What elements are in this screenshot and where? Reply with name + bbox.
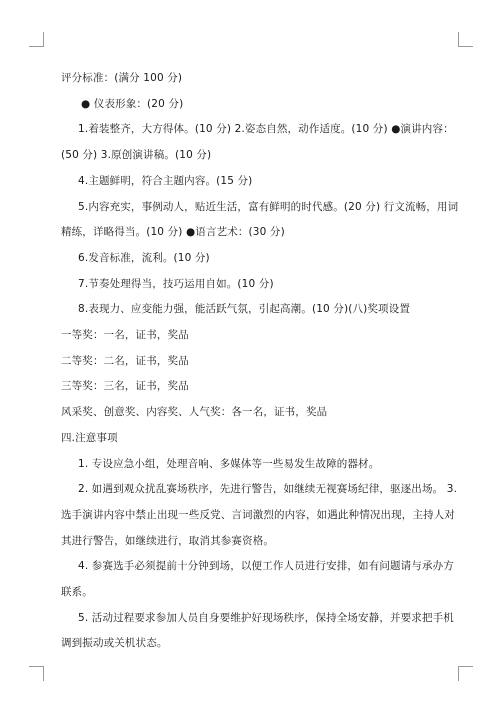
crop-mark-bottom-right bbox=[458, 666, 473, 681]
criteria-line: 4.主题鲜明，符合主题内容。(15 分) bbox=[78, 174, 253, 187]
criteria-line: 精练，详略得当。(10 分) ●语言艺术：(30 分) bbox=[61, 226, 285, 239]
notes-heading: 四.注意事项 bbox=[61, 431, 118, 444]
criteria-line: (50 分) 3.原创演讲稿。(10 分) bbox=[61, 149, 212, 162]
note-line: 联系。 bbox=[61, 586, 93, 599]
note-line: 调到振动或关机状态。 bbox=[61, 637, 168, 650]
criteria-line: 1.着装整齐，大方得体。(10 分) 2.姿态自然，动作适度。(10 分) ●演讲内容： bbox=[78, 123, 454, 136]
note-line: 选手演讲内容中禁止出现一些反党、言词激烈的内容，如遇此种情况出现，主持人对 bbox=[61, 508, 456, 521]
award-item: 风采奖、创意奖、内容奖、人气奖：各一名，证书，奖品 bbox=[61, 406, 328, 419]
criteria-line: 5.内容充实，事例动人，贴近生活，富有鲜明的时代感。(20 分) 行文流畅，用词 bbox=[78, 200, 459, 213]
note-line: 其进行警告，如继续进行，取消其参赛资格。 bbox=[61, 534, 274, 547]
crop-mark-top-left bbox=[29, 32, 44, 47]
note-line: 1. 专设应急小组，处理音响、多媒体等一些易发生故障的器材。 bbox=[78, 457, 380, 470]
crop-mark-top-right bbox=[458, 32, 473, 47]
note-line: 2. 如遇到观众扰乱赛场秩序，先进行警告，如继续无视赛场纪律，驱逐出场。 3. bbox=[78, 483, 458, 496]
award-item: 二等奖：二名，证书，奖品 bbox=[61, 354, 189, 367]
award-item: 一等奖：一名，证书，奖品 bbox=[61, 329, 189, 342]
note-line: 4. 参赛选手必须提前十分钟到场，以便工作人员进行安排，如有问题请与承办方 bbox=[78, 560, 454, 573]
criteria-line: 7.节奏处理得当，技巧运用自如。(10 分) bbox=[78, 277, 274, 290]
crop-mark-bottom-left bbox=[29, 666, 44, 681]
note-line: 5. 活动过程要求参加人员自身要维护好现场秩序，保持全场安静，并要求把手机 bbox=[78, 611, 454, 624]
award-item: 三等奖：三名，证书，奖品 bbox=[61, 380, 189, 393]
document-body bbox=[61, 66, 459, 657]
criteria-line: 6.发音标准，流利。(10 分) bbox=[78, 251, 210, 264]
criteria-line: 8.表现力、应变能力强，能活跃气氛，引起高潮。(10 分)(八)奖项设置 bbox=[78, 303, 411, 316]
scoring-criteria-heading: 评分标准：(满分 100 分) bbox=[61, 72, 183, 84]
appearance-section: ● 仪表形象：(20 分) bbox=[81, 97, 184, 110]
